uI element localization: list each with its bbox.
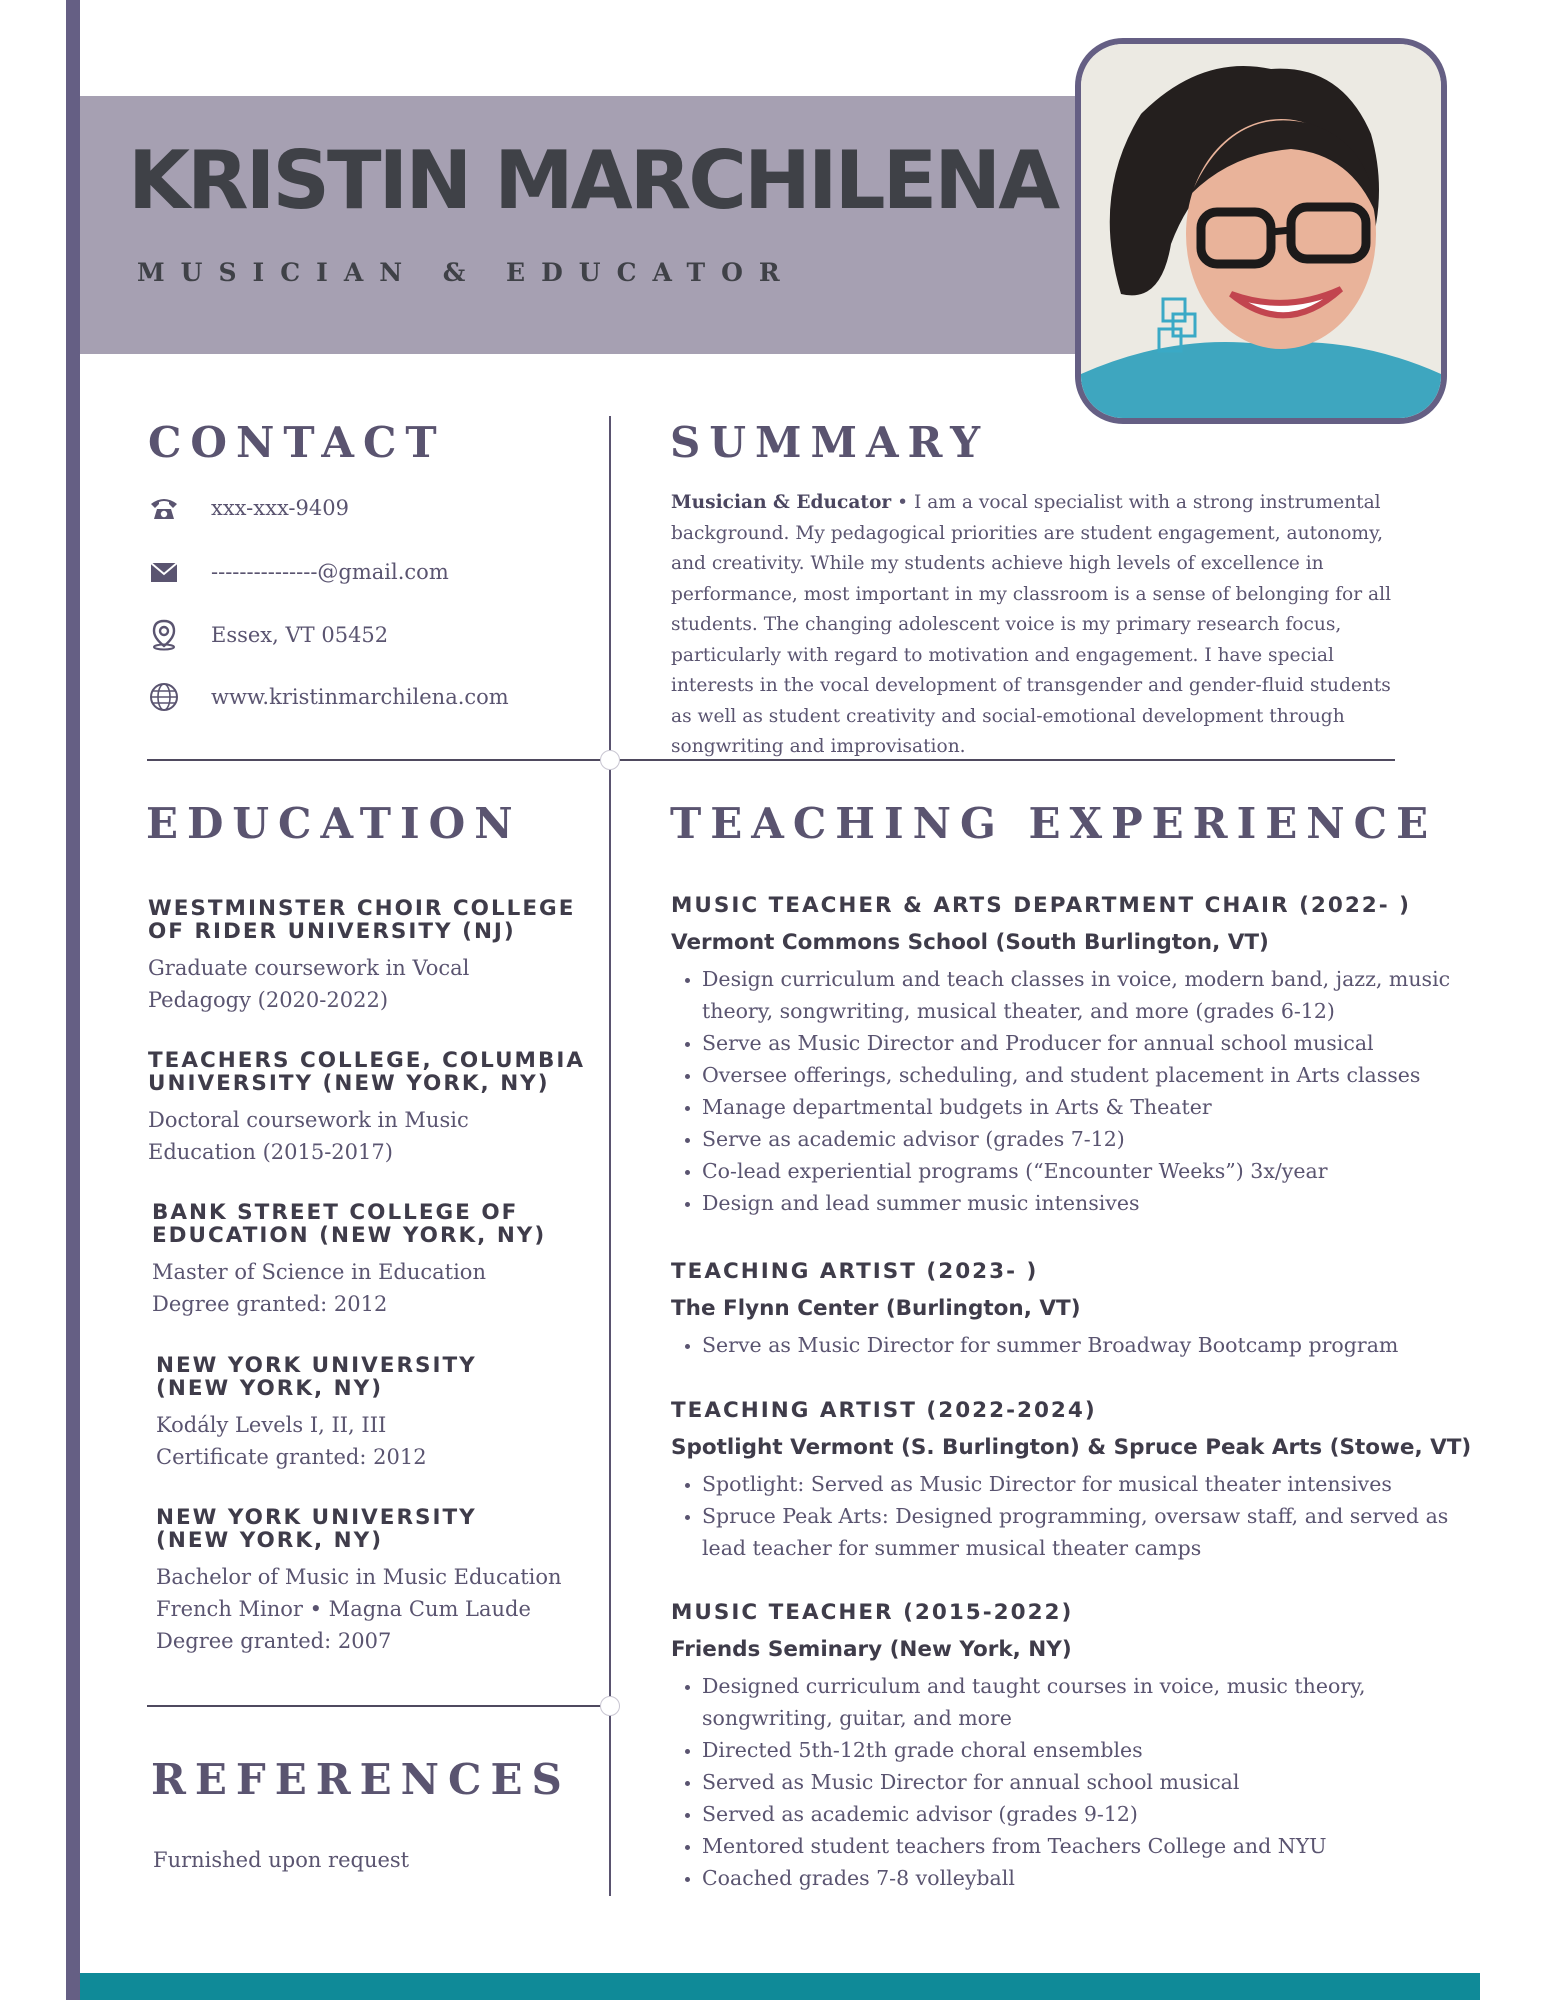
job-bullet: • Design and lead summer music intensives xyxy=(702,1187,1451,1219)
job-entry xyxy=(671,1600,1451,1894)
email-text: ---------------@gmail.com xyxy=(211,560,449,584)
job-bullets xyxy=(671,1670,1451,1894)
job-bullet: • Served as academic advisor (grades 9-12) xyxy=(702,1798,1451,1830)
job-entry xyxy=(671,893,1451,1219)
education-detail: Pedagogy (2020-2022) xyxy=(148,988,389,1012)
job-bullet: • Mentored student teachers from Teachers College and NYU xyxy=(702,1830,1451,1862)
divider-node xyxy=(600,1696,620,1716)
school-name-line: NEW YORK UNIVERSITY xyxy=(156,1505,477,1530)
job-bullets xyxy=(671,963,1451,1219)
job-title: MUSIC TEACHER & ARTS DEPARTMENT CHAIR (2022- ) xyxy=(671,893,1411,918)
contact-phone xyxy=(147,490,349,526)
education-item xyxy=(156,1506,606,1657)
experience-heading: TEACHING EXPERIENCE xyxy=(670,799,1438,848)
school-name-line: BANK STREET COLLEGE OF xyxy=(152,1200,519,1225)
job-bullet: • Co-lead experiential programs (“Encounter Weeks”) 3x/year xyxy=(702,1155,1451,1187)
job-bullet: • Designed curriculum and taught courses in voice, music theory, songwriting, guitar, and more xyxy=(702,1670,1451,1734)
education-heading: EDUCATION xyxy=(146,799,522,848)
summary-paragraph: Musician & Educator • I am a vocal specialist with a strong instrumental background. My pedagogical priorities are student engagement, autonomy, and creativity. While my students achieve high levels of excellence in performance, most important in my classroom is a sense of belonging for all students. The changing adolescent voice is my primary research focus, particularly with regard to motivation and engagement. I have special interests in the vocal development of transgender and gender-fluid students as well as student creativity and social-emotional development through songwriting and improvisation. xyxy=(671,492,1392,757)
school-name-line: WESTMINSTER CHOIR COLLEGE xyxy=(148,896,576,921)
education-detail: Certificate granted: 2012 xyxy=(156,1445,427,1469)
job-entry xyxy=(671,1398,1472,1564)
job-bullet: • Coached grades 7-8 volleyball xyxy=(702,1862,1451,1894)
school-name-line: (NEW YORK, NY) xyxy=(156,1528,384,1553)
contact-heading: CONTACT xyxy=(148,418,446,467)
references-heading: REFERENCES xyxy=(151,1755,571,1804)
job-bullet: • Directed 5th-12th grade choral ensembles xyxy=(702,1734,1451,1766)
person-role: MUSICIAN & EDUCATOR xyxy=(137,258,796,287)
job-title: TEACHING ARTIST (2023- ) xyxy=(671,1259,1039,1284)
education-detail: Master of Science in Education xyxy=(152,1260,486,1284)
person-name: KRISTIN MARCHILENA xyxy=(128,134,1058,227)
job-bullets xyxy=(671,1468,1451,1564)
contact-email xyxy=(147,554,449,590)
phone-text: xxx-xxx-9409 xyxy=(211,496,349,520)
job-organization: The Flynn Center (Burlington, VT) xyxy=(671,1296,1081,1321)
job-title: TEACHING ARTIST (2022-2024) xyxy=(671,1398,1097,1423)
job-bullet: • Manage departmental budgets in Arts & Theater xyxy=(702,1091,1451,1123)
education-item xyxy=(148,897,608,1016)
summary-lead: Musician & Educator xyxy=(671,492,892,513)
bottom-accent-bar xyxy=(80,1973,1480,2000)
website-text: www.kristinmarchilena.com xyxy=(211,685,509,709)
school-name-line: NEW YORK UNIVERSITY xyxy=(156,1353,477,1378)
education-detail: Degree granted: 2012 xyxy=(152,1292,388,1316)
mail-icon xyxy=(147,555,181,589)
summary-body: I am a vocal specialist with a strong instrumental background. My pedagogical priorities are student engagement, autonomy, and creativity. While my students achieve high levels of excellence in performance, most important in my classroom is a sense of belonging for all students. The changing adolescent voice is my primary research focus, particularly with regard to motivation and engagement. I have special interests in the vocal development of transgender and gender-fluid students as well as student creativity and social-emotional development through songwriting and improvisation. xyxy=(671,492,1392,757)
education-item xyxy=(148,1049,608,1168)
location-text: Essex, VT 05452 xyxy=(211,623,389,647)
school-name-line: EDUCATION (NEW YORK, NY) xyxy=(152,1223,547,1248)
job-organization: Friends Seminary (New York, NY) xyxy=(671,1637,1072,1662)
phone-icon xyxy=(147,491,181,525)
school-name-line: UNIVERSITY (NEW YORK, NY) xyxy=(148,1071,550,1096)
education-detail: Doctoral coursework in Music xyxy=(148,1108,469,1132)
job-bullet: • Design curriculum and teach classes in voice, modern band, jazz, music theory, songwriting, musical theater, and more (grades 6-12) xyxy=(702,963,1451,1027)
school-name-line: OF RIDER UNIVERSITY (NJ) xyxy=(148,919,516,944)
job-bullet: • Serve as Music Director and Producer for annual school musical xyxy=(702,1027,1451,1059)
education-detail: Education (2015-2017) xyxy=(148,1140,393,1164)
education-detail: Graduate coursework in Vocal xyxy=(148,956,470,980)
divider-node xyxy=(600,750,620,770)
education-item xyxy=(156,1354,616,1473)
section-divider-bottom xyxy=(147,1705,611,1707)
location-pin-icon xyxy=(147,618,181,652)
summary-heading: SUMMARY xyxy=(670,418,990,467)
job-title: MUSIC TEACHER (2015-2022) xyxy=(671,1600,1074,1625)
profile-photo xyxy=(1075,38,1447,424)
globe-icon xyxy=(147,680,181,714)
contact-website xyxy=(147,679,509,715)
job-bullet: • Spruce Peak Arts: Designed programming, oversaw staff, and served as lead teacher for summer musical theater camps xyxy=(702,1500,1451,1564)
school-name-line: TEACHERS COLLEGE, COLUMBIA xyxy=(148,1048,585,1073)
education-detail: Degree granted: 2007 xyxy=(156,1629,392,1653)
job-entry xyxy=(671,1259,1451,1361)
education-detail: French Minor • Magna Cum Laude xyxy=(156,1597,531,1621)
education-detail: Kodály Levels I, II, III xyxy=(156,1413,387,1437)
job-organization: Spotlight Vermont (S. Burlington) & Spruce Peak Arts (Stowe, VT) xyxy=(671,1435,1472,1460)
education-item xyxy=(152,1201,612,1320)
references-text: Furnished upon request xyxy=(153,1848,410,1872)
job-organization: Vermont Commons School (South Burlington, VT) xyxy=(671,930,1269,955)
school-name-line: (NEW YORK, NY) xyxy=(156,1376,384,1401)
job-bullet: • Oversee offerings, scheduling, and student placement in Arts classes xyxy=(702,1059,1451,1091)
job-bullet: • Serve as Music Director for summer Broadway Bootcamp program xyxy=(702,1329,1451,1361)
job-bullets xyxy=(671,1329,1451,1361)
education-detail: Bachelor of Music in Music Education xyxy=(156,1565,562,1589)
job-bullet: • Served as Music Director for annual school musical xyxy=(702,1766,1451,1798)
column-divider xyxy=(609,416,611,1896)
job-bullet: • Serve as academic advisor (grades 7-12) xyxy=(702,1123,1451,1155)
job-bullet: • Spotlight: Served as Music Director for musical theater intensives xyxy=(702,1468,1451,1500)
left-accent-bar xyxy=(66,0,80,2000)
contact-location xyxy=(147,617,388,653)
